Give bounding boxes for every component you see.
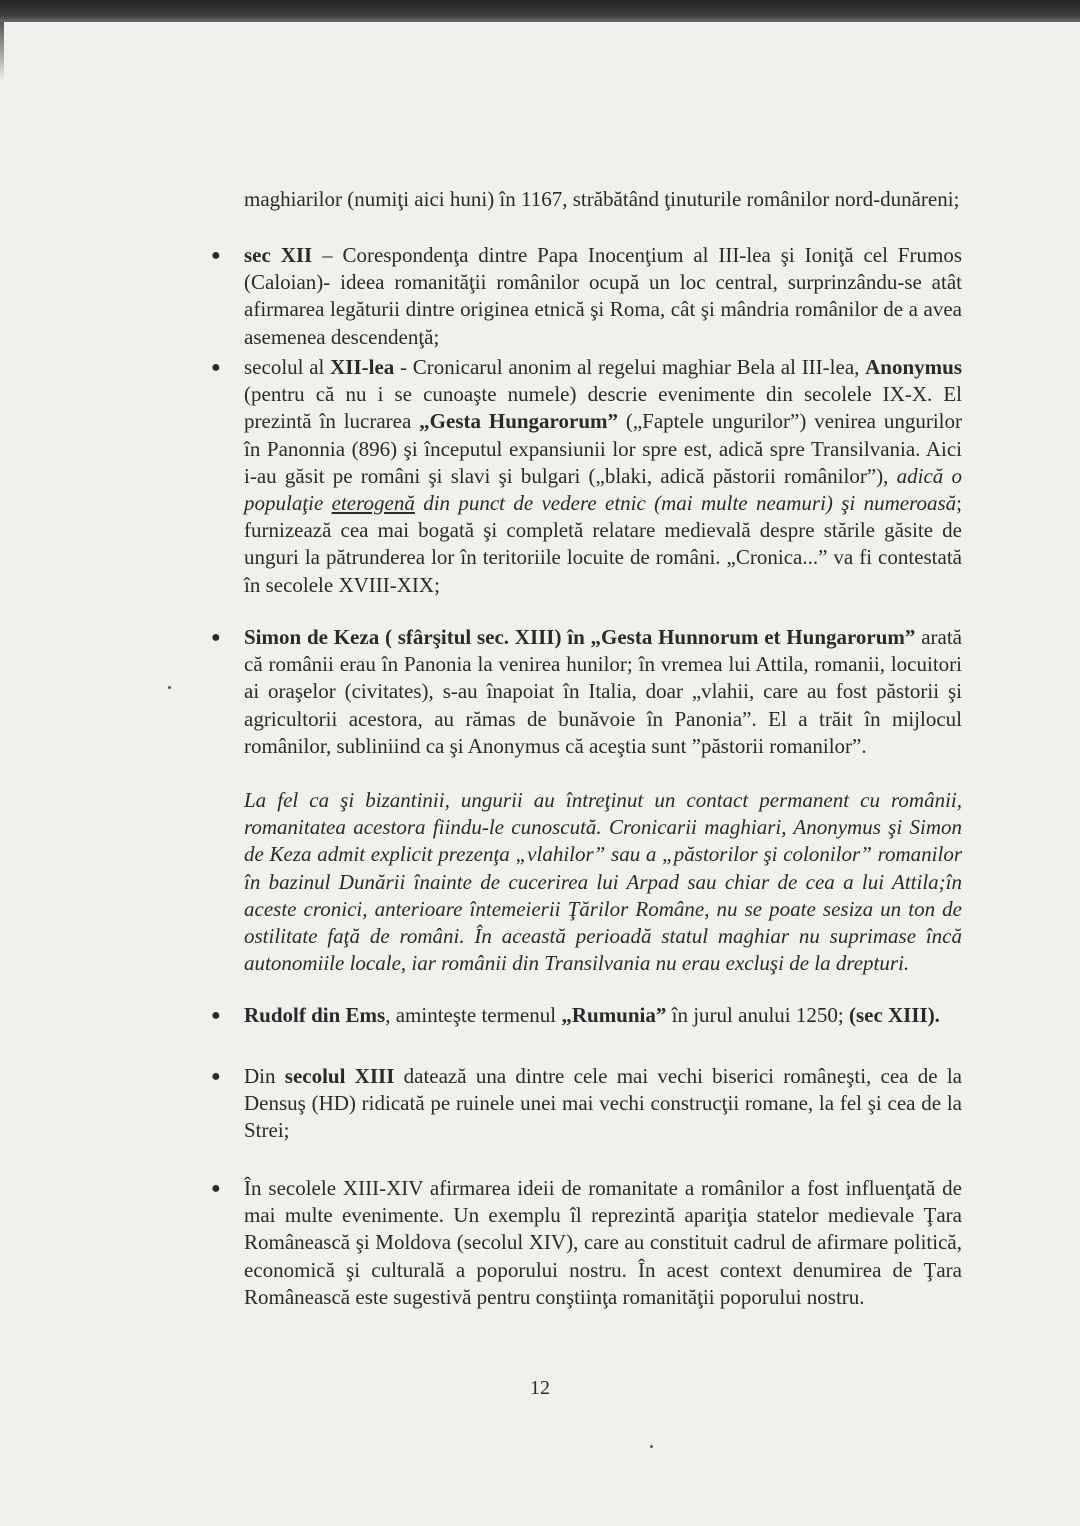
list-item-sec-xii: sec XII – Corespondenţa dintre Papa Inocenţium al III-lea şi Ioniţă cel Frumos (Caloian)- ideea romanităţii românilor ocupă un loc central, surprinzându-se atât afirmarea legăturii dintre originea etnică şi Roma, cât şi mândria românilor de a avea asemenea descendenţă; — [244, 243, 962, 349]
bullet-icon: ● — [211, 629, 221, 646]
bold-text: Rudolf din Ems — [244, 1003, 386, 1027]
italic-note-paragraph — [244, 787, 962, 977]
list-item-anonymus: secolul al XII-lea - Cronicarul anonim al regelui maghiar Bela al III-lea, Anonymus (pentru că nu i se cunoaşte numele) descrie evenimente din secolele IX-X. El prezintă în lucrarea „Gesta Hungarorum” („Faptele ungurilor”) venirea ungurilor în Panonnia (896) şi începutul expansiunii lor spre est, adică spre Transilvania. Aici i-au găsit pe români şi slavi şi bulgari („blaki, adică păstorii românilor”), adică o populaţie eterogenă din punct de vedere etnic (mai multe neamuri) şi numeroasă; furnizează cea mai bogată şi completă relatare medievală despre stările găsite de unguri la pătrunderea lor în teritoriile locuite de români. „Cronica...” va fi contestată în secolele XVIII-XIX; — [244, 355, 963, 597]
bold-text: (sec XIII). — [848, 1003, 940, 1027]
bullet-icon: ● — [211, 1068, 221, 1085]
page-number: 12 — [530, 1377, 550, 1399]
paragraph-maghiarilor: maghiarilor (numiţi aici huni) în 1167, străbătând ţinuturile românilor nord-dunăreni; — [244, 187, 960, 211]
scan-speck — [650, 1445, 653, 1448]
bullet-icon: ● — [211, 1180, 221, 1197]
list-item-rudolf-din-ems: Rudolf din Ems, aminteşte termenul „Rumunia” în jurul anului 1250; (sec XIII). — [244, 1003, 940, 1027]
bullet-icon: ● — [211, 1007, 221, 1024]
bold-text: Anonymus — [865, 355, 963, 379]
bold-text: „Gesta Hungarorum” — [419, 409, 618, 434]
bold-text: sec XII — [244, 243, 313, 267]
list-item-secolele-xiii-xiv: În secolele XIII-XIV afirmarea ideii de romanitate a românilor a fost influenţată de mai multe evenimente. Un exemplu îl reprezintă apariţia statelor medievale Ţara Românească şi Moldova (secolul XIV), care au constituit cadrul de afirmare politică, economică şi culturală a poporului nostru. În acest context denumirea de Ţara Românească este sugestivă pentru conştiinţa romanităţii poporului nostru. — [244, 1176, 962, 1309]
bold-text: Simon de Keza ( sfârşitul sec. XIII) în „Gesta Hunnorum et Hungarorum” — [244, 625, 916, 649]
bullet-icon: ● — [211, 247, 221, 264]
italic-text: eterogenă — [331, 491, 415, 516]
list-item-densus-church: Din secolul XIII datează una dintre cele mai vechi biserici româneşti, cea de la Densuş (HD) ridicată pe ruinele unei mai vechi construcţii romane, la fel şi cea de la Strei; — [244, 1064, 962, 1143]
bullet-icon: ● — [211, 359, 221, 376]
scan-speck — [168, 686, 171, 689]
italic-text: adică o populaţie — [244, 463, 962, 516]
bold-text: secolul XIII — [284, 1064, 395, 1088]
bold-text: XII-lea — [330, 355, 395, 379]
bold-text: „Rumunia” — [561, 1003, 667, 1027]
italic-text: din punct de vedere etnic (mai multe neamuri) şi numeroasă — [414, 491, 957, 516]
italic-text: La fel ca şi bizantinii, ungurii au întreţinut un contact permanent cu românii, romanitatea acestora fiindu-le cunoscută. Cronicarii maghiari, Anonymus şi Simon de Keza admit explicit prezenţa „vlahilor” sau a „păstorilor şi colonilor” romanilor în bazinul Dunării înainte de cucerirea lui Arpad sau chiar de cea a lui Attila;în aceste cronici, anterioare întemeierii Ţărilor Române, nu se poate sesiza un ton de ostilitate faţă de români. În această perioadă statul maghiar nu suprimase încă autonomiile locale, iar românii din Transilvania nu erau excluşi de la drepturi. — [244, 788, 962, 976]
list-item-simon-de-keza: Simon de Keza ( sfârşitul sec. XIII) în „Gesta Hunnorum et Hungarorum” arată că românii erau în Panonia la venirea hunilor; în vremea lui Attila, romanii, locuitori ai oraşelor (civitates), s-au înapoiat în Italia, doar „vlahii, care au fost păstorii şi agricultorii acestora, au rămas de bunăvoie în Panonia”. El a trăit în mijlocul românilor, subliniind ca şi Anonymus că aceştia sunt ”păstorii romanilor”. — [244, 625, 962, 758]
